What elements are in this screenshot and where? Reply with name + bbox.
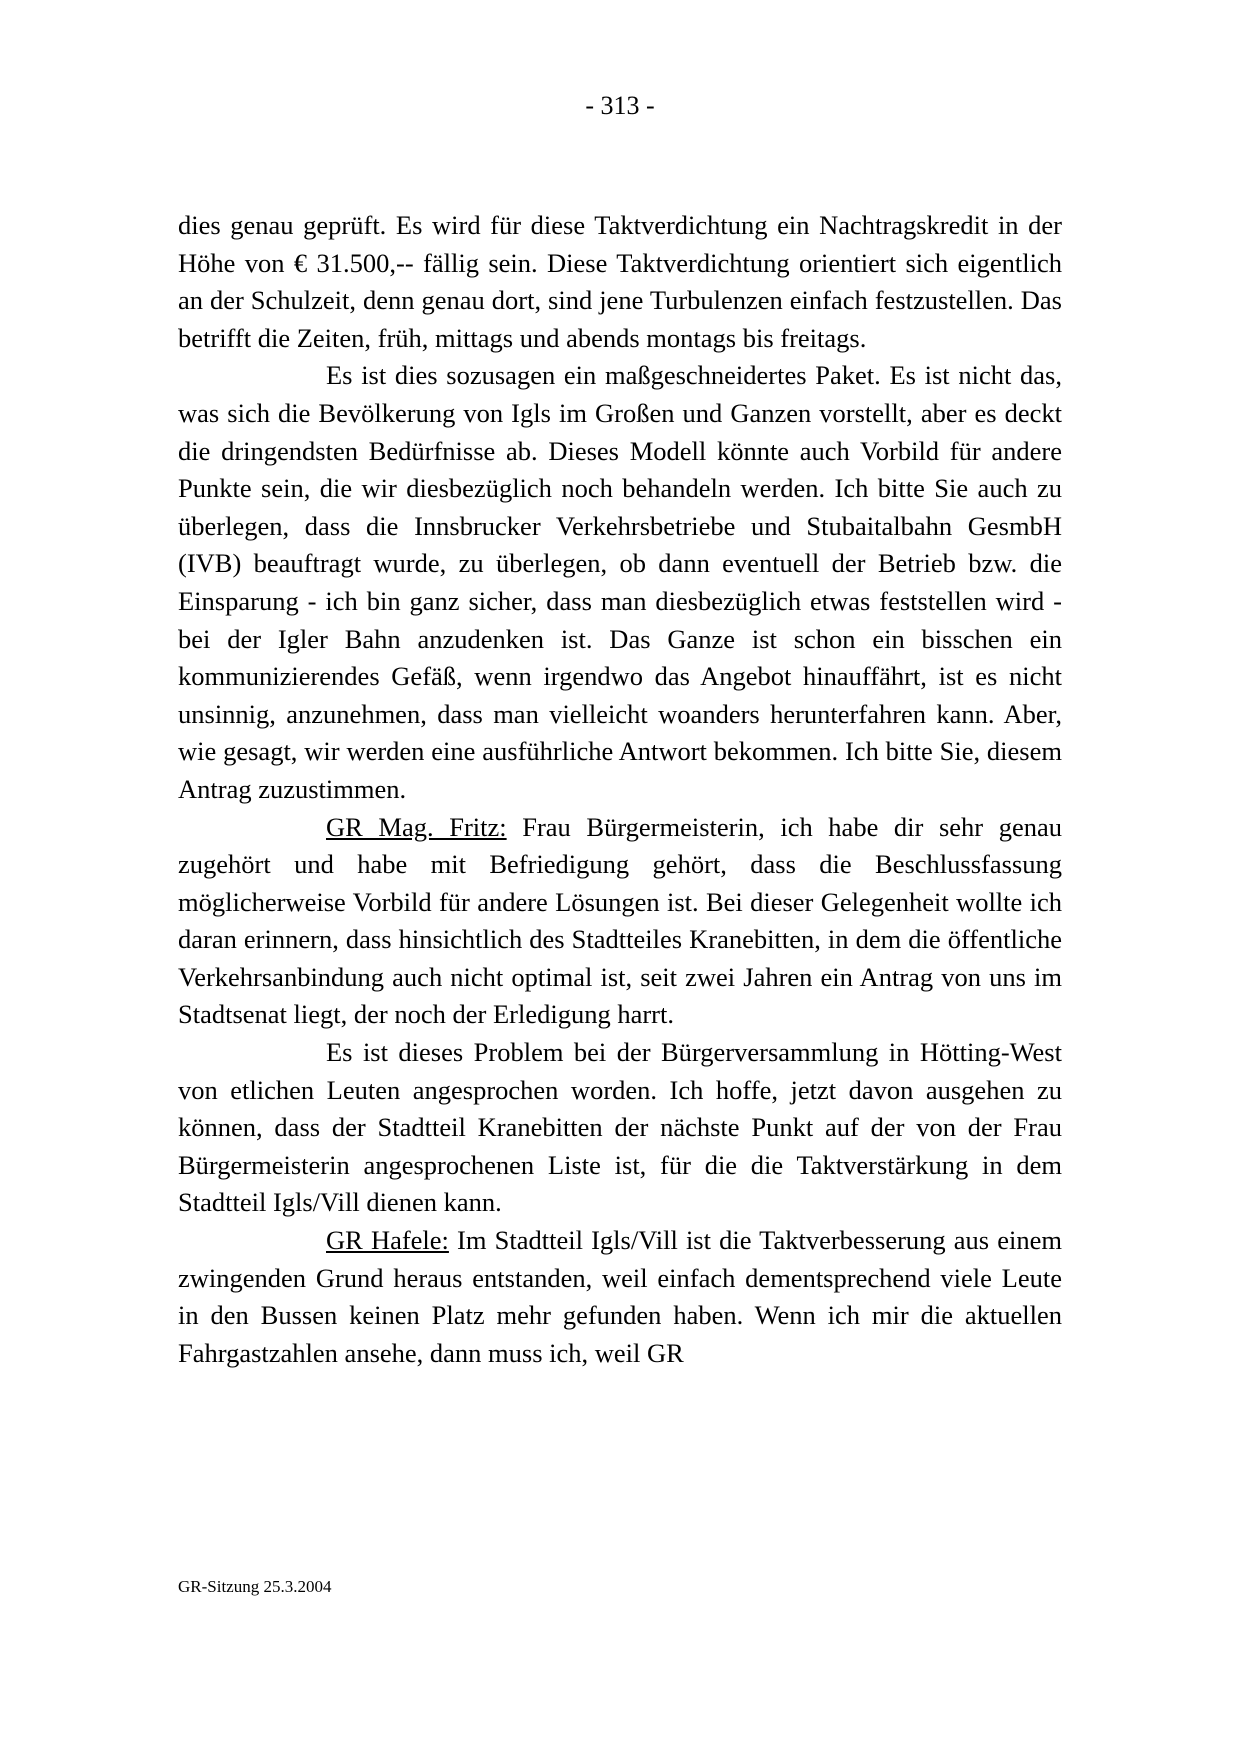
paragraph-fritz [178,809,1062,1035]
footer-session-date: GR-Sitzung 25.3.2004 [178,1577,332,1596]
document-body [178,207,1062,1372]
paragraph-continuation: dies genau geprüft. Es wird für diese Taktverdichtung ein Nachtragskredit in der Höhe von € 31.500,-- fällig sein. Diese Taktverdichtung orientiert sich eigentlich an der Schulzeit, denn genau dort, sind jene Turbulenzen einfach festzustellen. Das betrifft die Zeiten, früh, mittags und abends montags bis freitags. [178,210,1062,353]
page-number: - 313 - [585,91,655,120]
paragraph-buergerversammlung: Es ist dieses Problem bei der Bürgerversammlung in Hötting-West von etlichen Leuten angesprochen worden. Ich hoffe, jetzt davon ausgehen zu können, dass der Stadtteil Kranebitten der nächste Punkt auf der von der Frau Bürgermeisterin angesprochenen Liste ist, für die die Taktverstärkung in dem Stadtteil Igls/Vill dienen kann. [178,1037,1062,1218]
paragraph-paket: Es ist dies sozusagen ein maßgeschneidertes Paket. Es ist nicht das, was sich die Bevölkerung von Igls im Großen und Ganzen vorstellt, aber es deckt die dringendsten Bedürfnisse ab. Dieses Modell könnte auch Vorbild für andere Punkte sein, die wir diesbezüglich noch behandeln werden. Ich bitte Sie auch zu überlegen, dass die Innsbrucker Verkehrsbetriebe und Stubaitalbahn GesmbH (IVB) beauftragt wurde, zu überlegen, ob dann eventuell der Betrieb bzw. die Einsparung - ich bin ganz sicher, dass man diesbezüglich etwas feststellen wird - bei der Igler Bahn anzudenken ist. Das Ganze ist schon ein bisschen ein kommunizierendes Gefäß, wenn irgendwo das Angebot hinauffährt, ist es nicht unsinnig, anzunehmen, dass man vielleicht woanders herunterfahren kann. Aber, wie gesagt, wir werden eine ausführliche Antwort bekommen. Ich bitte Sie, diesem Antrag zuzustimmen. [178,360,1062,804]
speaker-name: GR Hafele: [326,1225,449,1256]
speaker-statement: Frau Bürgermeisterin, ich habe dir sehr genau zugehört und habe mit Befriedigung gehört, dass die Beschlussfassung möglicherweise Vorbild für andere Lösungen ist. Bei dieser Gelegenheit wollte ich daran erinnern, dass hinsichtlich des Stadtteiles Kranebitten, in dem die öffentliche Verkehrsanbindung auch nicht optimal ist, seit zwei Jahren ein Antrag von uns im Stadtsenat liegt, der noch der Erledigung harrt. [178,811,1062,1030]
speaker-statement: Im Stadtteil Igls/Vill ist die Taktverbesserung aus einem zwingenden Grund heraus entstanden, weil einfach dementsprechend viele Leute in den Bussen keinen Platz mehr gefunden haben. Wenn ich mir die aktuellen Fahrgastzahlen ansehe, dann muss ich, weil GR [178,1225,1062,1368]
paragraph-hafele [178,1222,1062,1372]
speaker-name: GR Mag. Fritz: [326,811,507,842]
